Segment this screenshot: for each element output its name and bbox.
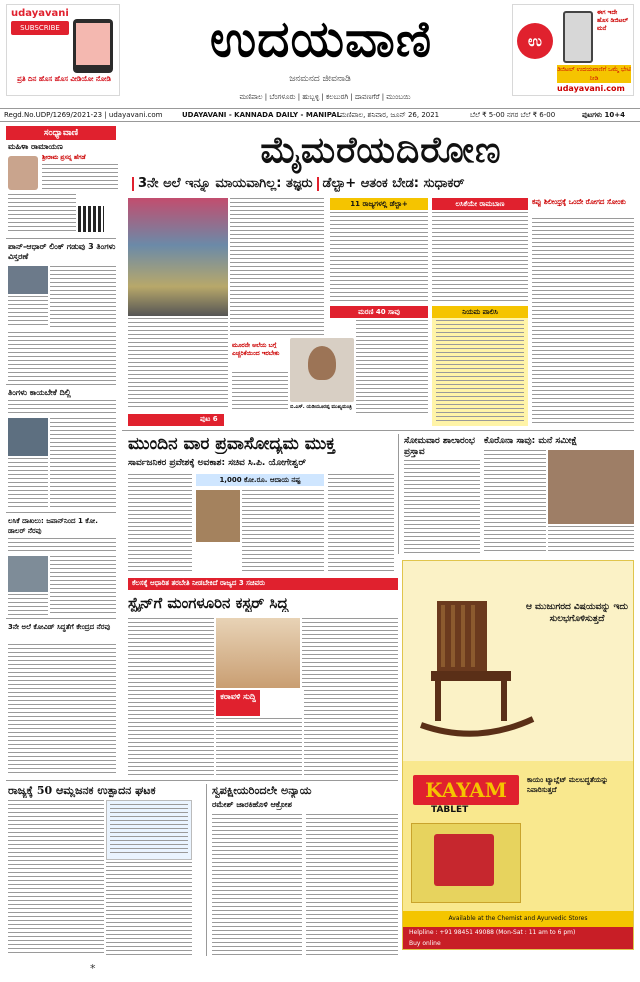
cm-caption: ಬಿ.ಎಸ್. ಯಡಿಯೂರಪ್ಪ ಮುಖ್ಯಮಂತ್ರಿ: [290, 404, 352, 410]
issue-date: ಮಣಿಪಾಲ, ಶನಿವಾರ, ಜೂನ್ 26, 2021: [340, 111, 440, 119]
karavali-badge: ಕರಾವಳಿ ಸುದ್ದಿ: [216, 690, 260, 716]
story-text-1: [230, 198, 324, 316]
story-text-9: [232, 372, 288, 412]
sidebar-headline-1[interactable]: ಮಹಿಳಾ ರಾಮಾಯಣ: [8, 142, 63, 151]
sidebar-headline-2[interactable]: ಪಾನ್-ಆಧಾರ್ ಲಿಂಕ್ ಗಡುವು 3 ತಿಂಗಳು ವಿಸ್ತರಣೆ: [8, 242, 116, 261]
story-text-23: [306, 814, 398, 956]
qr-code-icon[interactable]: [78, 206, 104, 232]
ad-text: ಪ್ರತಿ ದಿನ ಹೊಸ ಹೊಸ ವೀಡಿಯೋ ನೋಡಿ: [17, 75, 111, 83]
sidebar-section-title: ಸಂಧ್ಯಾವಾಣಿ: [6, 126, 116, 140]
sidebar-text-2: [8, 194, 76, 232]
divider: [6, 512, 116, 513]
author-byline: ಶ್ರೀರಾಮ ಪ್ರಸನ್ನ ಹೆಗಡೆ: [42, 154, 86, 161]
sidebar-text-12: [8, 644, 116, 774]
story-text-13: [404, 460, 480, 554]
sidebar-text-4: [8, 296, 48, 328]
newspaper-logo[interactable]: ಉದಯವಾಣಿ: [209, 9, 433, 68]
divider: [6, 780, 398, 781]
tag-deaths: ಮರಣಿ 40 ಸಾವು: [330, 306, 428, 318]
minister-photo: [196, 490, 240, 542]
ad-site: udayavani.com: [557, 84, 625, 93]
sidebar-text-8: [8, 458, 48, 508]
pan-card-image: [8, 266, 48, 294]
page-count: ಪುಟಗಳು 10+4: [582, 111, 625, 119]
red-banner-text: ಕೆಲಸಕ್ಕೆ ಆಧಾರಿತ ತರಬೇತಿ ನೀಡಬೇಕಿದೆ ರಾಜ್ಯದ 3 ಸಚಿವರು: [132, 579, 265, 587]
quote-box-text: [110, 804, 188, 856]
story-text-3: [230, 318, 324, 336]
story-text-5: [432, 212, 528, 304]
story-text-19: [304, 690, 398, 776]
udayavani-logo-icon: ಉ: [517, 23, 553, 59]
sidebar-headline-4[interactable]: ಲಸಿಕೆ ದಾಖಲು: ಜಪಾನ್‌ನಿಂದ 1 ಕೋ. ಡಾಲರ್ ನೆರವು: [8, 517, 98, 535]
market-crowd-photo: [128, 198, 228, 316]
continue-page[interactable]: ಪುಟ 6: [200, 415, 218, 423]
subhead-right[interactable]: ಡೆಲ್ಟಾ+ ಆತಂಕ ಬೇಡ: ಸುಧಾಕರ್: [322, 176, 465, 191]
subhead-left[interactable]: 3ನೇ ಅಲೆ ಇನ್ನೂ ಮಾಯವಾಗಿಲ್ಲ: ತಜ್ಞರು: [138, 176, 313, 191]
kayam-logo: KAYAM: [413, 775, 519, 805]
subscribe-badge: SUBSCRIBE: [11, 21, 69, 35]
kayam-tablet-label: TABLET: [431, 805, 469, 815]
sidebar-text-11: [8, 594, 48, 616]
tag-delta-states: 11 ರಾಜ್ಯಗಳಲ್ಲಿ ಡೆಲ್ಟಾ+: [330, 198, 428, 210]
divider: [132, 177, 134, 191]
divider: [398, 434, 399, 554]
ad-helpline: [403, 927, 633, 949]
school-headline[interactable]: ಸೋಮವಾರ ಶಾಲಾರಂಭ ಪ್ರಸ್ತಾವ: [404, 436, 475, 457]
story-text-2: [128, 318, 228, 408]
spine-photo: [216, 618, 300, 688]
cm-photo: [290, 338, 354, 402]
reg-number: Regd.No.UDP/1269/2021-23 | udayavani.com: [4, 111, 163, 119]
sidebar-headline-3[interactable]: ತಿಂಗಳು ಕಾಯಬೇಕೆ ದಿಲ್ಲಿ: [8, 388, 71, 397]
story-text-7: [356, 320, 428, 414]
paper-name: UDAYAVANI - KANNADA DAILY - MANIPAL: [182, 111, 342, 119]
sidebar-text-10: [50, 556, 116, 616]
price: ಬೆಲೆ ₹ 5-00 ನಗರ ಬೆಲೆ ₹ 6-00: [470, 111, 556, 119]
footer-mark: *: [90, 962, 96, 975]
youtube-ad[interactable]: [6, 4, 120, 96]
sidebar-text-7: [50, 418, 116, 508]
story-text-21: [106, 862, 192, 956]
story-text-12: [328, 474, 394, 574]
story-text-14: [484, 450, 546, 554]
oxygen-headline[interactable]: ರಾಜ್ಯಕ್ಕೆ 50 ಆಮ್ಲಜನಕ ಉತ್ಪಾದನ ಘಟಕ: [8, 784, 156, 797]
story-text-20: [8, 800, 104, 956]
editions-list: ಮಣಿಪಾಲ | ಬೆಂಗಳೂರು | ಹುಬ್ಬಳ್ಳಿ | ಕಲಬುರಗಿ | ದಾವಣಗೆರೆ | ಮುಂಬಯಿ: [239, 93, 411, 101]
injustice-subhead: ರಮೇಶ್ ಜಾರಕಿಹೊಳಿ ಆಕ್ರೋಶ: [212, 800, 292, 809]
tagline: ಜನಮನದ ಜೀವನಾಡಿ: [289, 74, 351, 84]
divider: [206, 784, 207, 956]
masthead: [0, 0, 640, 104]
minister-photo-2: [548, 450, 634, 524]
tourism-subhead: ಸಾರ್ವಜನಿಕರ ಪ್ರವೇಶಕ್ಕೆ ಅವಕಾಶ: ಸಚಿವ ಸಿ.ಪಿ. ಯೋಗೇಶ್ವರ್: [128, 458, 307, 468]
tag-vaccine: ಲಸಿಕೆಯೇ ರಾಮಬಾಣ: [432, 198, 528, 210]
injustice-headline[interactable]: ಸ್ವಪಕ್ಷೀಯರಿಂದಲೇ ಅನ್ಯಾಯ: [212, 784, 312, 797]
story-text-22: [212, 814, 302, 956]
tourism-headline[interactable]: ಮುಂದಿನ ವಾರ ಪ್ರವಾಸೋದ್ಯಮ ಮುಕ್ತ: [128, 434, 336, 454]
buy-online-link[interactable]: Buy online: [409, 940, 441, 947]
news-image: [8, 556, 48, 592]
story-text-18: [216, 718, 302, 776]
sidebar-text-9: [8, 538, 116, 554]
sidebar-text-5: [8, 332, 116, 382]
divider: [6, 618, 116, 619]
main-headline[interactable]: ಮೈಮರೆಯದಿರೋಣ: [260, 129, 502, 171]
divider: [6, 384, 116, 385]
ad-message: ಆ ಮುಜುಗರದ ವಿಷಯವನ್ನು ಇದು ಸುಲಭಗೊಳಿಸುತ್ತದೆ: [525, 602, 629, 624]
tablet-icon: [563, 11, 593, 63]
ad-side-text: ಈಗ ಇದೇ ಹೊಸ ಡಿಜಿಟಲ್ ಮನೆ: [597, 9, 629, 32]
ad-info: ಕಾಯಂ ಟ್ಯಾಬ್ಲೆಟ್ ಮಲಬದ್ಧತೆಯನ್ನು ನಿವಾರಿಸುತ್ತದೆ: [527, 776, 609, 794]
ad-availability: Available at the Chemist and Ayurvedic Stores: [403, 911, 633, 927]
story-text-4: [330, 212, 428, 304]
divider: [122, 430, 634, 431]
tag-rules: ನಿಯಮ ಪಾಲಿಸಿ: [432, 306, 528, 318]
tag-revenue-loss: 1,000 ಕೋ.ರೂ. ಆದಾಯ ನಷ್ಟ: [196, 474, 324, 486]
info-bar: [0, 108, 640, 122]
ad-brand: udayavani: [11, 8, 69, 19]
covid-survey-headline[interactable]: ಕೊರೊನಾ ಸಾವು: ಮನೆ ಸಮೀಕ್ಷೆ: [484, 436, 578, 446]
sidebar-text-1: [42, 164, 118, 192]
sidebar-text-3: [50, 266, 116, 328]
story-text-6: [532, 218, 634, 426]
black-fungus-head[interactable]: ಕಪ್ಪು ಶಿಲೀಂಧ್ರಕ್ಕೆ ಒಂದೇ ರೋಗದ ಸೋಂಕು: [532, 198, 626, 206]
helpline-text[interactable]: Helpline : +91 98451 49088 (Mon-Sat : 11 am to 6 pm): [409, 929, 576, 936]
digital-ad[interactable]: [512, 4, 634, 96]
author-photo: [8, 156, 38, 190]
divider: [317, 177, 319, 191]
story-text-15: [548, 526, 634, 554]
quote-text: ಮೂರನೇ ಅಲೆಯ ಬಗ್ಗೆ ಎಚ್ಚರಿಕೆಯಿಂದ ಇರಬೇಕು: [232, 342, 280, 357]
phone-icon: [73, 19, 113, 73]
story-text-11: [242, 490, 324, 574]
rocking-chair-icon: [417, 595, 537, 745]
story-text-10: [128, 474, 192, 574]
kayam-advert[interactable]: [402, 560, 634, 950]
story-text-16: [128, 618, 214, 776]
spine-headline[interactable]: ಸ್ಪೈನ್‌ಗೆ ಮಂಗಳೂರಿನ ಕಸ್ಟರ್ ಸಿದ್ಧ: [128, 594, 289, 612]
ad-promo: ಡಿಜಿಟಲ್ ಉದಯವಾಣಿಗೆ ಒಮ್ಮೆ ಭೇಟಿ ನೀಡಿ: [557, 66, 631, 82]
sidebar-text-6: [8, 400, 116, 416]
news-image: [8, 418, 48, 456]
main-subheadline: [128, 174, 634, 194]
divider: [6, 238, 116, 239]
product-pack-image: [411, 823, 521, 903]
sidebar-headline-5[interactable]: 3ನೇ ಅಲೆ ಕೋವಿಡ್ ಸಿದ್ಧತೆಗೆ ಕೇಂದ್ರದ ನೆರವು: [8, 623, 111, 631]
story-text-17: [302, 618, 398, 688]
story-text-8: [436, 320, 524, 422]
